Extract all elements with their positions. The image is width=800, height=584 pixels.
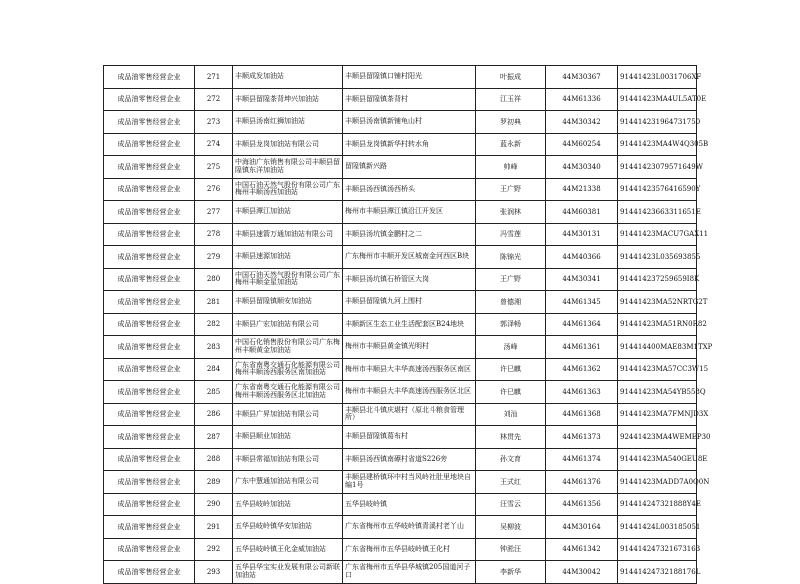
- cell-address: 丰顺县留隍镇葛布村: [343, 426, 476, 449]
- table-row: [104, 336, 697, 359]
- cell-credit-code: 914414247321673163: [618, 538, 697, 561]
- cell-enterprise-name: 丰顺县留隍镇顺安加油站: [233, 291, 343, 314]
- cell-contact-person: 汪雪云: [476, 493, 546, 516]
- cell-enterprise-name: 丰顺县速箭万通加油站有限公司: [233, 223, 343, 246]
- table-row: [104, 223, 697, 246]
- license-table: [103, 65, 713, 584]
- cell-row-number: 275: [195, 156, 233, 179]
- cell-row-number: 276: [195, 178, 233, 201]
- cell-enterprise-name: 丰顺成发加油站: [233, 66, 343, 89]
- cell-enterprise-name: 五华县华宝实业发展有限公司新联加油站: [233, 561, 343, 584]
- table-row: [104, 313, 697, 336]
- cell-credit-code: 91441423MA7FMNJD3X: [618, 403, 697, 426]
- table-row: [104, 403, 697, 426]
- cell-contact-person: 刘汕: [476, 403, 546, 426]
- cell-address: 丰顺县建桥镇环中村当风岭社肚里地块自编1号: [343, 471, 476, 494]
- cell-address: 梅州市丰顺县潭江镇沿江开发区: [343, 201, 476, 224]
- cell-license-number: 44M60381: [546, 201, 618, 224]
- cell-address: 留隍镇新兴路: [343, 156, 476, 179]
- cell-business-category: 成品油零售经营企业: [104, 471, 195, 494]
- cell-row-number: 289: [195, 471, 233, 494]
- cell-enterprise-name: 丰顺县速源加油站: [233, 246, 343, 269]
- cell-business-category: 成品油零售经营企业: [104, 561, 195, 584]
- cell-address: 丰顺县汤坑镇石桥管区大岗: [343, 268, 476, 291]
- cell-license-number: 44M30367: [546, 66, 618, 89]
- cell-address: 丰顺新区生态工业生活配套区B24地块: [343, 313, 476, 336]
- cell-license-number: 44M61374: [546, 448, 618, 471]
- cell-enterprise-name: 中国石油天然气股份有限公司广东梅州丰顺金星加油站: [233, 268, 343, 291]
- cell-contact-person: 张润林: [476, 201, 546, 224]
- cell-license-number: 44M30341: [546, 268, 618, 291]
- cell-license-number: 44M61342: [546, 538, 618, 561]
- table-row: [104, 133, 697, 156]
- cell-enterprise-name: 丰顺县潭江加油站: [233, 201, 343, 224]
- license-list-sheet: [103, 65, 713, 584]
- table-row: [104, 291, 697, 314]
- table-row: [104, 538, 697, 561]
- cell-contact-person: 李新华: [476, 561, 546, 584]
- cell-license-number: 44M61364: [546, 313, 618, 336]
- cell-business-category: 成品油零售经营企业: [104, 201, 195, 224]
- cell-row-number: 290: [195, 493, 233, 516]
- cell-license-number: 44M30342: [546, 111, 618, 134]
- cell-business-category: 成品油零售经营企业: [104, 291, 195, 314]
- cell-enterprise-name: 丰顺县广宏加油站有限公司: [233, 313, 343, 336]
- cell-contact-person: 蓝永新: [476, 133, 546, 156]
- table-row: [104, 66, 697, 89]
- cell-license-number: 44M61356: [546, 493, 618, 516]
- table-row: [104, 88, 697, 111]
- cell-license-number: 44M30131: [546, 223, 618, 246]
- cell-business-category: 成品油零售经营企业: [104, 403, 195, 426]
- cell-license-number: 44M21338: [546, 178, 618, 201]
- cell-row-number: 284: [195, 358, 233, 381]
- cell-address: 梅州市丰顺县大丰华高速汤西服务区北区: [343, 381, 476, 404]
- cell-contact-person: 帅峰: [476, 156, 546, 179]
- cell-license-number: 44M30042: [546, 561, 618, 584]
- table-row: [104, 156, 697, 179]
- cell-row-number: 274: [195, 133, 233, 156]
- cell-credit-code: 91441423MACU7GAX11: [618, 223, 697, 246]
- cell-row-number: 281: [195, 291, 233, 314]
- cell-enterprise-name: 丰顺县常福加油站有限公司: [233, 448, 343, 471]
- cell-credit-code: 91441423L035693855: [618, 246, 697, 269]
- cell-enterprise-name: 五华县岐岭加油站: [233, 493, 343, 516]
- cell-row-number: 287: [195, 426, 233, 449]
- cell-business-category: 成品油零售经营企业: [104, 358, 195, 381]
- cell-business-category: 成品油零售经营企业: [104, 516, 195, 539]
- cell-address: 广东省梅州市五华县岐岭镇王化村: [343, 538, 476, 561]
- cell-address: 丰顺县北斗镇庆堪村（原北斗粮食管理所）: [343, 403, 476, 426]
- cell-enterprise-name: 五华县岐岭镇华安加油站: [233, 516, 343, 539]
- cell-license-number: 44M61362: [546, 358, 618, 381]
- cell-credit-code: 914414237259659I8K: [618, 268, 697, 291]
- cell-contact-person: 汤峰: [476, 336, 546, 359]
- cell-row-number: 271: [195, 66, 233, 89]
- cell-enterprise-name: 广东省南粤交通石化能源有限公司梅州丰顺汤西服务区南加油站: [233, 358, 343, 381]
- cell-address: 丰顺县汤西镇汤西桥头: [343, 178, 476, 201]
- cell-row-number: 277: [195, 201, 233, 224]
- cell-enterprise-name: 广东省南粤交通石化能源有限公司梅州丰顺汤西服务区北加油站: [233, 381, 343, 404]
- table-row: [104, 516, 697, 539]
- cell-license-number: 44M61373: [546, 426, 618, 449]
- cell-contact-person: 陈锦光: [476, 246, 546, 269]
- cell-address: 广东省梅州市五华县华城镇205国道河子口: [343, 561, 476, 584]
- cell-enterprise-name: 中海油广东销售有限公司丰顺县留隍镇东洋加油站: [233, 156, 343, 179]
- cell-business-category: 成品油零售经营企业: [104, 448, 195, 471]
- cell-credit-code: 914414247321888Y4E: [618, 493, 697, 516]
- cell-license-number: 44M30340: [546, 156, 618, 179]
- cell-license-number: 44M61336: [546, 88, 618, 111]
- cell-license-number: 44M40366: [546, 246, 618, 269]
- cell-address: 广东梅州市丰顺开发区城南金河西区B块: [343, 246, 476, 269]
- cell-row-number: 278: [195, 223, 233, 246]
- cell-address: 丰顺县留隍镇茶背村: [343, 88, 476, 111]
- cell-contact-person: 孙文育: [476, 448, 546, 471]
- table-row: [104, 111, 697, 134]
- cell-enterprise-name: 中国石化销售股份有限公司广东梅州丰顺黄金加油站: [233, 336, 343, 359]
- cell-contact-person: 曾德湘: [476, 291, 546, 314]
- cell-credit-code: 91441423MA52NRTG2T: [618, 291, 697, 314]
- cell-license-number: 44M61345: [546, 291, 618, 314]
- cell-enterprise-name: 丰顺县汤南红狮加油站: [233, 111, 343, 134]
- cell-credit-code: 91441423079571649W: [618, 156, 697, 179]
- cell-address: 丰顺县汤坑镇金鹏村之二: [343, 223, 476, 246]
- cell-credit-code: 91441423576416590Y: [618, 178, 697, 201]
- cell-license-number: 44M60254: [546, 133, 618, 156]
- cell-credit-code: 91441424732188176L: [618, 561, 697, 584]
- cell-business-category: 成品油零售经营企业: [104, 246, 195, 269]
- cell-enterprise-name: 中国石油天然气股份有限公司广东梅州丰顺汤西加油站: [233, 178, 343, 201]
- cell-enterprise-name: 五华县岐岭镇王化金威加油站: [233, 538, 343, 561]
- table-row: [104, 426, 697, 449]
- table-row: [104, 493, 697, 516]
- cell-license-number: 44M30164: [546, 516, 618, 539]
- cell-contact-person: 叶振成: [476, 66, 546, 89]
- cell-contact-person: 许巳麒: [476, 358, 546, 381]
- cell-credit-code: 914414400MAE83M1TXP: [618, 336, 697, 359]
- table-row: [104, 201, 697, 224]
- cell-address: 丰顺县汤西镇南礤村省道S226旁: [343, 448, 476, 471]
- table-row: [104, 358, 697, 381]
- cell-business-category: 成品油零售经营企业: [104, 538, 195, 561]
- cell-credit-code: 91441424L003185051: [618, 516, 697, 539]
- cell-address: 梅州市丰顺县黄金镇光明村: [343, 336, 476, 359]
- cell-contact-person: 吴柳波: [476, 516, 546, 539]
- cell-enterprise-name: 广东中慧通加油站有限公司: [233, 471, 343, 494]
- cell-row-number: 279: [195, 246, 233, 269]
- cell-credit-code: 914414231964731750: [618, 111, 697, 134]
- license-table-body: [104, 66, 713, 584]
- cell-credit-code: 91441423663311651E: [618, 201, 697, 224]
- table-row: [104, 178, 697, 201]
- cell-business-category: 成品油零售经营企业: [104, 133, 195, 156]
- cell-row-number: 291: [195, 516, 233, 539]
- cell-license-number: 44M61361: [546, 336, 618, 359]
- cell-contact-person: 王广野: [476, 268, 546, 291]
- cell-row-number: 288: [195, 448, 233, 471]
- table-row: [104, 268, 697, 291]
- cell-credit-code: 91441423MA54YB558Q: [618, 381, 697, 404]
- cell-license-number: 44M61376: [546, 471, 618, 494]
- cell-credit-code: 91441423MA540GEU8E: [618, 448, 697, 471]
- cell-contact-person: 罗初典: [476, 111, 546, 134]
- cell-row-number: 282: [195, 313, 233, 336]
- cell-business-category: 成品油零售经营企业: [104, 156, 195, 179]
- cell-row-number: 286: [195, 403, 233, 426]
- cell-enterprise-name: 丰顺县顺业加油站: [233, 426, 343, 449]
- cell-address: 广东省梅州市五华岐岭镇青溪村老丫山: [343, 516, 476, 539]
- cell-contact-person: 王广野: [476, 178, 546, 201]
- cell-credit-code: 91441423MA51RN0R82: [618, 313, 697, 336]
- cell-contact-person: 林贯先: [476, 426, 546, 449]
- cell-row-number: 272: [195, 88, 233, 111]
- cell-enterprise-name: 丰顺县广昇加油站有限公司: [233, 403, 343, 426]
- cell-credit-code: 92441423MA4WEMEP30: [618, 426, 697, 449]
- cell-business-category: 成品油零售经营企业: [104, 336, 195, 359]
- table-row: [104, 246, 697, 269]
- cell-contact-person: 冯雪莲: [476, 223, 546, 246]
- cell-row-number: 292: [195, 538, 233, 561]
- cell-contact-person: 钟淞汪: [476, 538, 546, 561]
- cell-credit-code: 91441423L0031706XF: [618, 66, 697, 89]
- cell-row-number: 283: [195, 336, 233, 359]
- cell-enterprise-name: 丰顺县留隍茶背坤兴加油站: [233, 88, 343, 111]
- cell-contact-person: 王式红: [476, 471, 546, 494]
- cell-row-number: 280: [195, 268, 233, 291]
- cell-contact-person: 郭泽畅: [476, 313, 546, 336]
- cell-business-category: 成品油零售经营企业: [104, 313, 195, 336]
- cell-credit-code: 91441423MA4W4Q305B: [618, 133, 697, 156]
- cell-business-category: 成品油零售经营企业: [104, 223, 195, 246]
- cell-row-number: 273: [195, 111, 233, 134]
- cell-business-category: 成品油零售经营企业: [104, 178, 195, 201]
- cell-address: 五华县岐岭镇: [343, 493, 476, 516]
- cell-business-category: 成品油零售经营企业: [104, 66, 195, 89]
- cell-credit-code: 91441423MA57CC3W15: [618, 358, 697, 381]
- cell-contact-person: 许巳麒: [476, 381, 546, 404]
- cell-address: 丰顺县龙岗镇新华村转水角: [343, 133, 476, 156]
- cell-credit-code: 91441423MADD7A0Q0N: [618, 471, 697, 494]
- table-row: [104, 381, 697, 404]
- table-row: [104, 561, 697, 584]
- table-row: [104, 448, 697, 471]
- cell-row-number: 293: [195, 561, 233, 584]
- cell-license-number: 44M61368: [546, 403, 618, 426]
- cell-address: 丰顺县留隍镇九河上围村: [343, 291, 476, 314]
- cell-business-category: 成品油零售经营企业: [104, 268, 195, 291]
- cell-business-category: 成品油零售经营企业: [104, 493, 195, 516]
- cell-business-category: 成品油零售经营企业: [104, 381, 195, 404]
- cell-business-category: 成品油零售经营企业: [104, 111, 195, 134]
- cell-address: 丰顺县留隍镇口铺村阳光: [343, 66, 476, 89]
- cell-business-category: 成品油零售经营企业: [104, 88, 195, 111]
- cell-row-number: 285: [195, 381, 233, 404]
- cell-address: 丰顺县汤南镇新铺龟山村: [343, 111, 476, 134]
- cell-contact-person: 江玉祥: [476, 88, 546, 111]
- table-row: [104, 471, 697, 494]
- cell-license-number: 44M61363: [546, 381, 618, 404]
- cell-business-category: 成品油零售经营企业: [104, 426, 195, 449]
- cell-address: 梅州市丰顺县大丰华高速汤西服务区南区: [343, 358, 476, 381]
- cell-credit-code: 91441423MA4UL5AT0E: [618, 88, 697, 111]
- cell-enterprise-name: 丰顺县龙岗加油站有限公司: [233, 133, 343, 156]
